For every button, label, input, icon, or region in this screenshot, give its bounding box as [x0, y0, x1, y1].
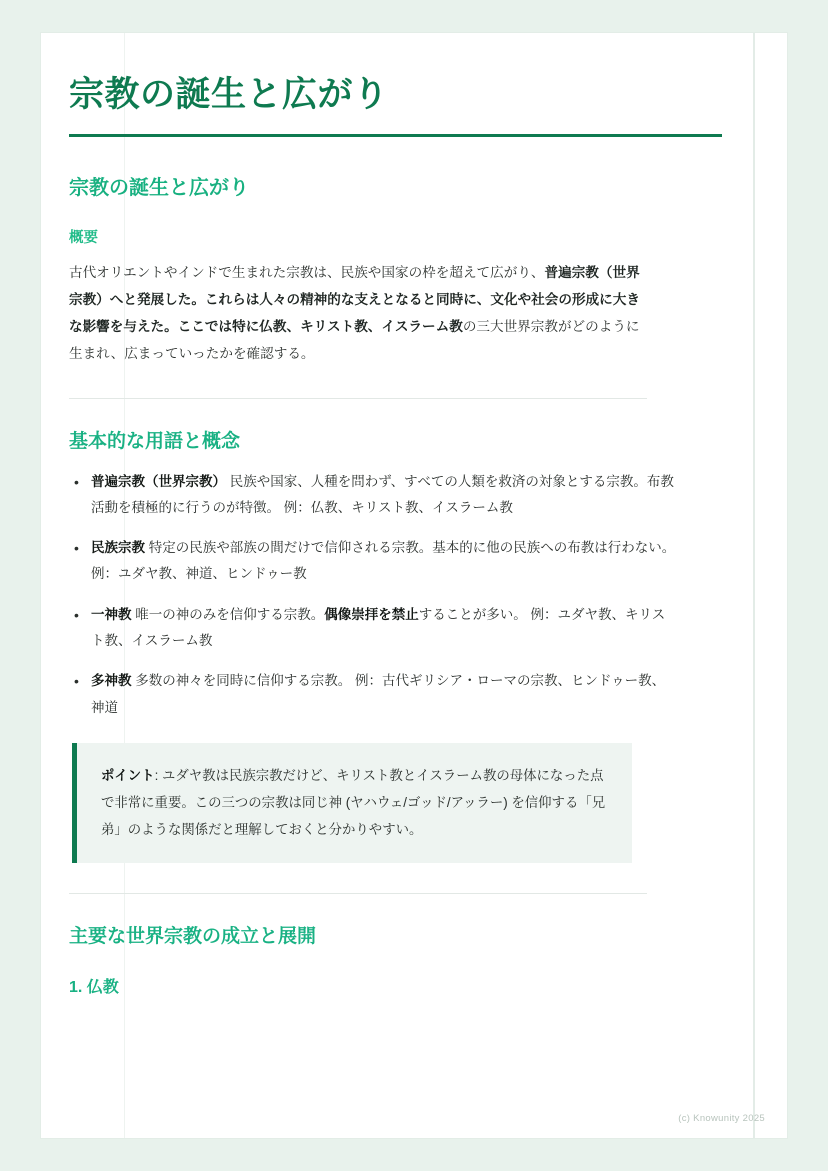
divider-1: [69, 398, 647, 399]
title-divider: [69, 134, 722, 137]
terms-list: [69, 469, 676, 722]
religions-heading: 主要な世界宗教の成立と展開: [69, 926, 317, 948]
overview-paragraph: 古代オリエントやインドで生まれた宗教は、民族や国家の枠を超えて広がり、普遍宗教（世界宗教）へと発展した。これらは人々の精神的な支えとなると同時に、文化や社会の形成に大きな影響を与えた。ここでは特に仏教、キリスト教、イスラーム教の三大世界宗教がどのように生まれ、広まっていったかを確認する。: [69, 264, 640, 362]
list-item: • 普遍宗教（世界宗教） 民族や国家、人種を問わず、すべての人類を救済の対象とする宗教。布教活動を積極的に行うのが特徴。 例：仏教、キリスト教、イスラーム教: [91, 469, 676, 522]
document-content: [41, 33, 787, 1138]
point-callout-text: ポイント: ユダヤ教は民族宗教だけど、キリスト教とイスラーム教の母体になった点で非常に重要。この三つの宗教は同じ神 (ヤハウェ/ゴッド/アッラー) を信仰する「兄弟」のような関係だと理解しておくと分かりやすい。: [101, 768, 606, 837]
divider-2: [69, 893, 647, 894]
list-item: • 民族宗教 特定の民族や部族の間だけで信仰される宗教。基本的に他の民族への布教は行わない。 例：ユダヤ教、神道、ヒンドゥー教: [91, 535, 676, 588]
section-heading: 宗教の誕生と広がり: [69, 176, 249, 199]
document-page: [41, 33, 787, 1138]
list-item: • 一神教 唯一の神のみを信仰する宗教。偶像崇拝を禁止することが多い。 例：ユダヤ教、キリスト教、イスラーム教: [91, 602, 676, 655]
page-title: 宗教の誕生と広がり: [69, 75, 389, 114]
point-callout: [72, 743, 632, 863]
terms-heading: 基本的な用語と概念: [69, 430, 241, 452]
list-item: • 多神教 多数の神々を同時に信仰する宗教。 例：古代ギリシア・ローマの宗教、ヒンドゥー教、神道: [91, 668, 676, 721]
religion-1-heading: 1. 仏教: [69, 979, 119, 997]
footer-copyright: (c) Knowunity 2025: [678, 1113, 765, 1124]
overview-heading: 概要: [69, 229, 98, 246]
